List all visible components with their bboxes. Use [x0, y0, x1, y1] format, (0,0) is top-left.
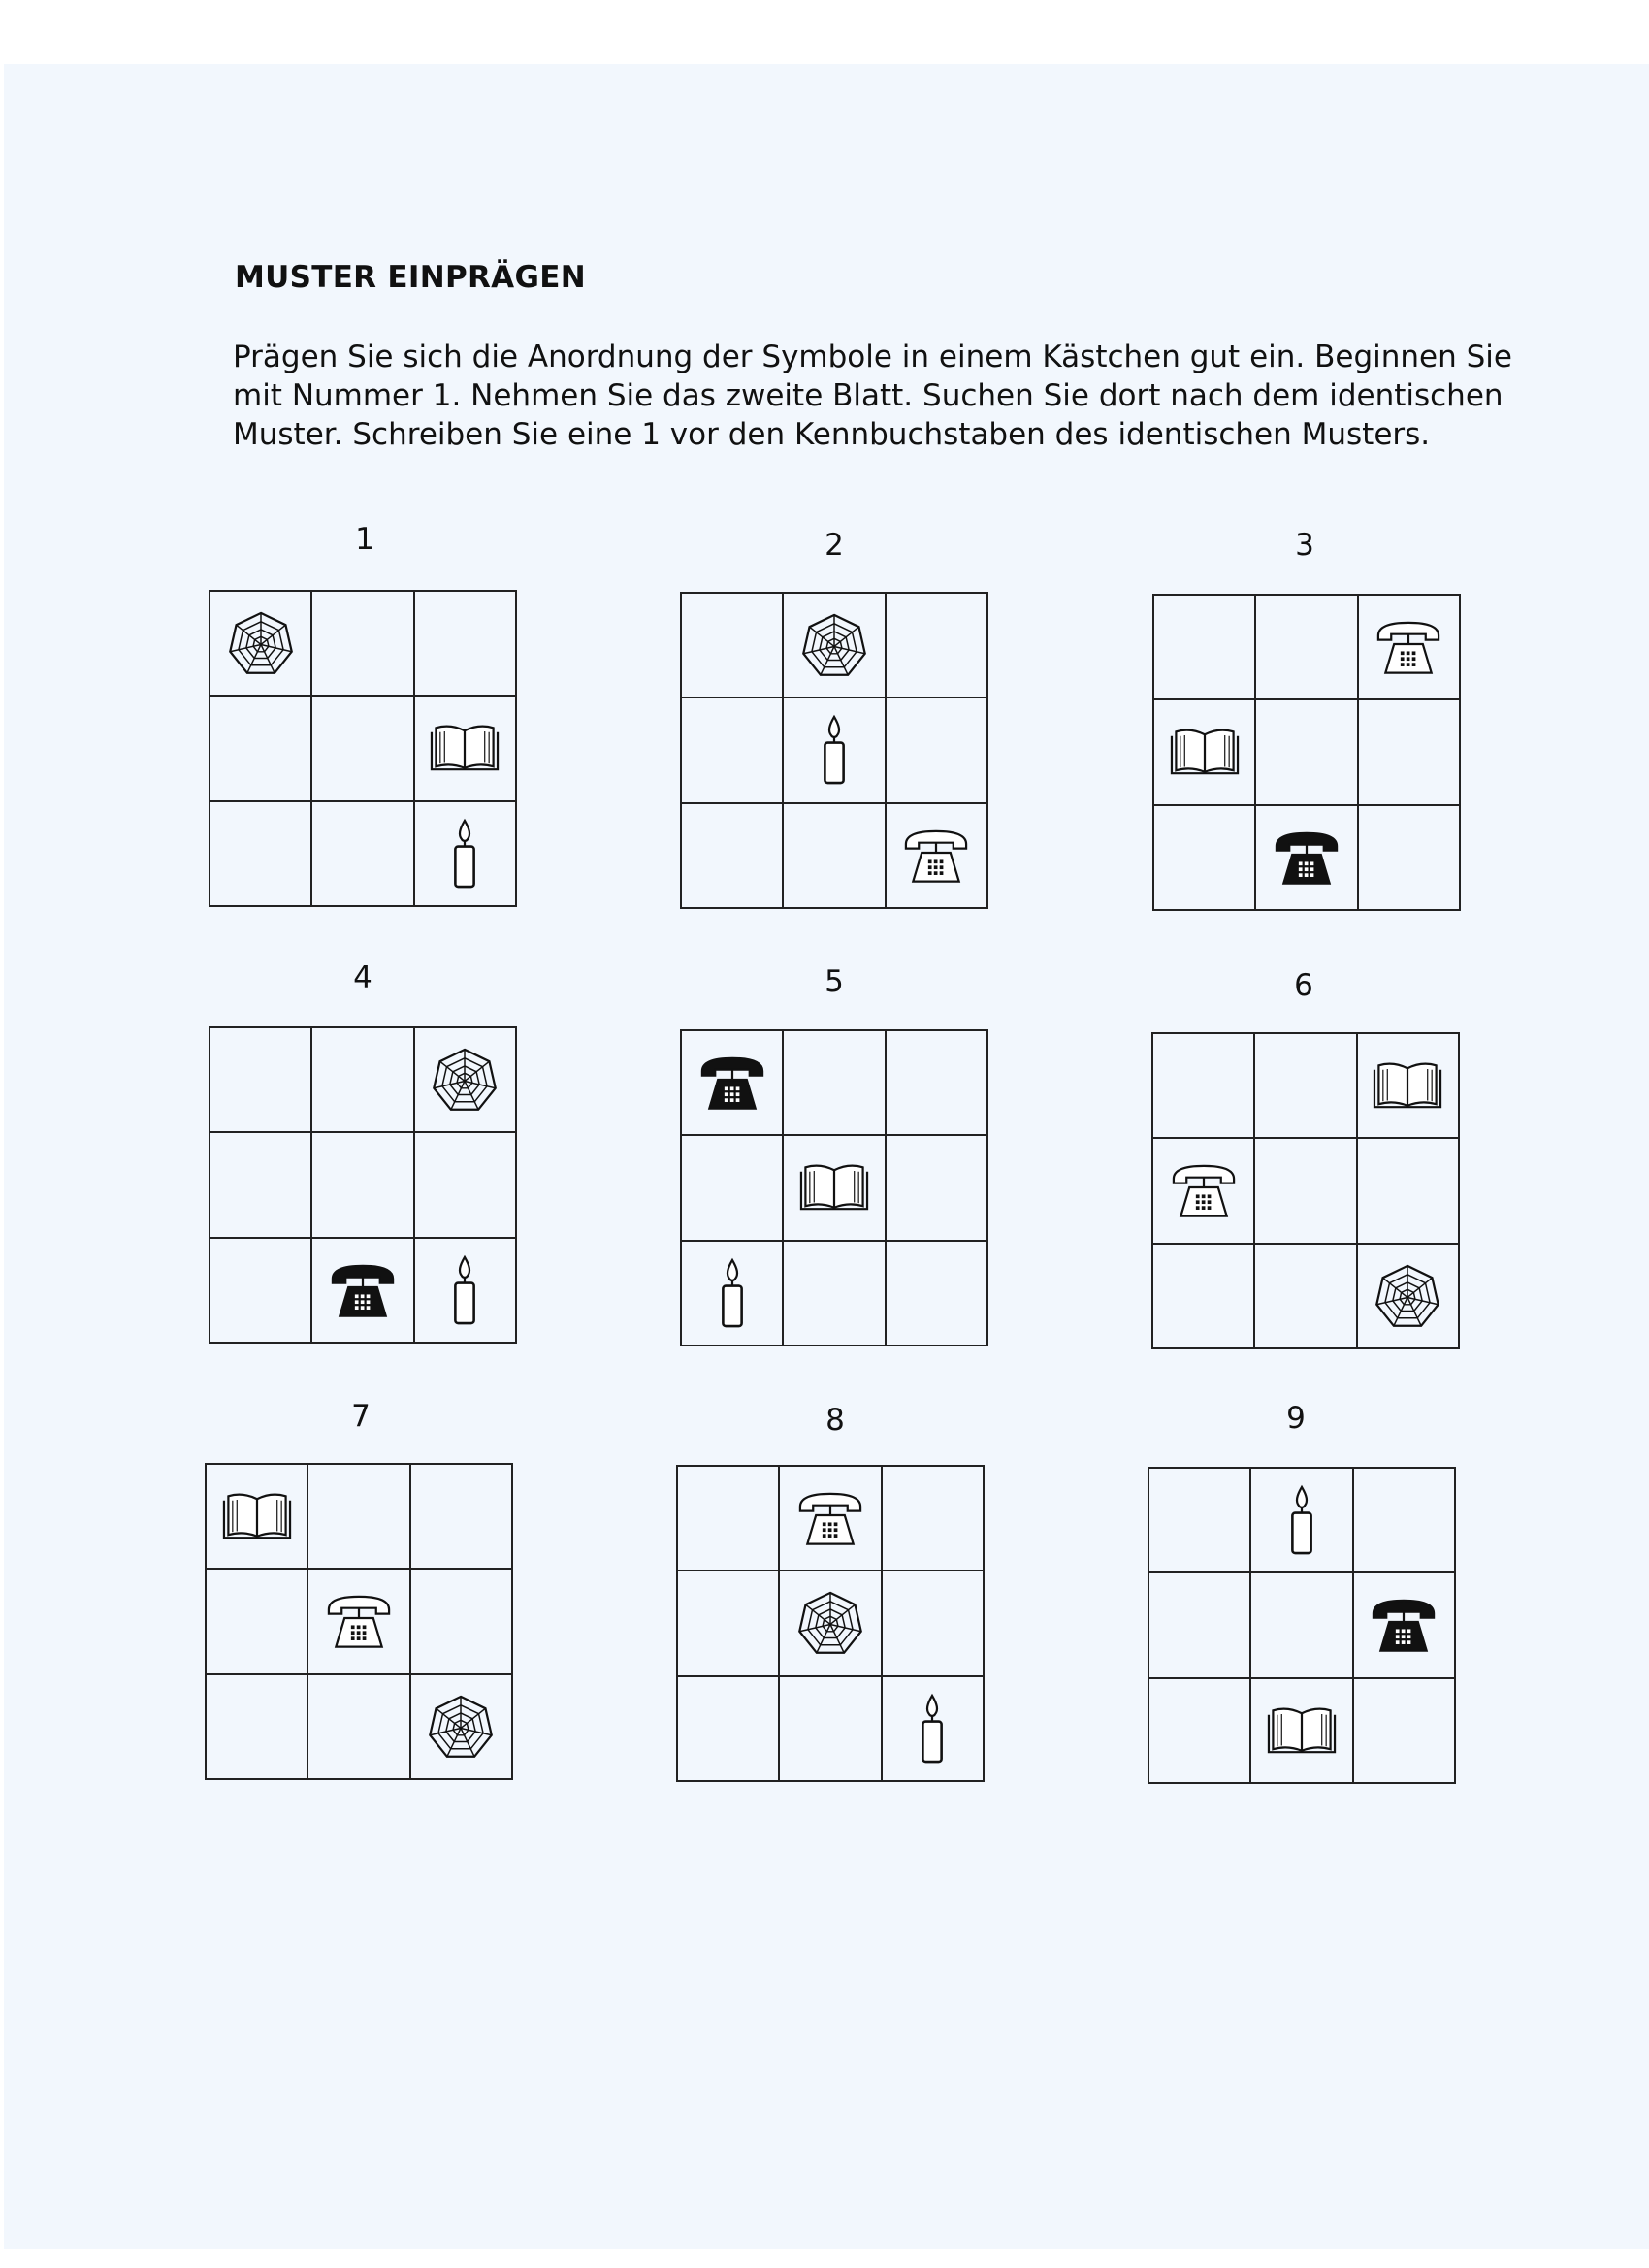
grid-cell [311, 1027, 413, 1132]
grid-cell [311, 696, 413, 800]
grid-cell [1353, 1678, 1455, 1783]
grid-cell [783, 1241, 885, 1345]
grid-cell [414, 696, 516, 800]
grid-cell [677, 1676, 779, 1781]
grid-cell [1357, 1033, 1459, 1138]
pattern-number: 2 [824, 528, 844, 563]
grid-cell [1358, 805, 1460, 910]
grid-cell [1250, 1468, 1352, 1572]
grid-cell [210, 1132, 311, 1237]
grid-cell [206, 1569, 307, 1673]
grid-cell [311, 591, 413, 696]
grid-cell [882, 1676, 984, 1781]
grid-cell [882, 1466, 984, 1571]
grid-cell [410, 1674, 512, 1779]
grid-cell [783, 1030, 885, 1135]
grid-cell [1153, 595, 1255, 699]
telephone-filled-icon [327, 1254, 399, 1326]
pattern-number: 8 [825, 1403, 845, 1438]
grid-cell [681, 1241, 783, 1345]
grid-cell [783, 803, 885, 908]
grid-cell [1152, 1244, 1254, 1348]
grid-cell [886, 593, 987, 697]
grid-cell [1358, 595, 1460, 699]
candle-icon [798, 714, 870, 786]
spider-web-icon [425, 1691, 497, 1763]
pattern-number: 3 [1295, 528, 1314, 563]
grid-cell [410, 1464, 512, 1569]
grid-cell [886, 1030, 987, 1135]
grid-cell [414, 1132, 516, 1237]
spider-web-icon [1372, 1260, 1443, 1332]
open-book-icon [429, 712, 501, 784]
grid-cell [1152, 1138, 1254, 1243]
grid-cell [1353, 1468, 1455, 1572]
pattern-number: 9 [1286, 1401, 1306, 1436]
candle-icon [896, 1693, 968, 1765]
spider-web-icon [225, 607, 297, 679]
grid-cell [681, 803, 783, 908]
open-book-icon [1372, 1050, 1443, 1121]
grid-cell [681, 593, 783, 697]
telephone-outline-icon [323, 1585, 395, 1657]
grid-cell [1148, 1678, 1250, 1783]
grid-cell [307, 1569, 409, 1673]
telephone-filled-icon [696, 1047, 768, 1118]
instructions-line: Prägen Sie sich die Anordnung der Symbole in einem Kästchen gut ein. Beginnen Sie [233, 340, 1512, 374]
grid-cell [210, 801, 311, 906]
grid-cell [779, 1571, 881, 1675]
grid-cell [882, 1571, 984, 1675]
pattern-number: 6 [1294, 968, 1313, 1003]
open-book-icon [1169, 716, 1241, 788]
pattern-grid [209, 590, 517, 907]
grid-cell [1153, 805, 1255, 910]
grid-cell [1353, 1572, 1455, 1677]
candle-icon [429, 1254, 501, 1326]
grid-cell [1358, 699, 1460, 804]
pattern-grid [676, 1465, 985, 1782]
grid-cell [1152, 1033, 1254, 1138]
grid-cell [1153, 699, 1255, 804]
grid-cell [311, 1238, 413, 1343]
grid-cell [1148, 1468, 1250, 1572]
grid-cell [886, 1135, 987, 1240]
open-book-icon [798, 1151, 870, 1223]
grid-cell [414, 801, 516, 906]
grid-cell [1357, 1244, 1459, 1348]
pattern-number: 5 [824, 964, 844, 999]
instructions-text [233, 338, 1512, 454]
instructions-line: Muster. Schreiben Sie eine 1 vor den Kennbuchstaben des identischen Musters. [233, 417, 1431, 452]
grid-cell [210, 1027, 311, 1132]
spider-web-icon [798, 609, 870, 681]
grid-cell [783, 593, 885, 697]
worksheet-title: MUSTER EINPRÄGEN [235, 260, 586, 295]
telephone-outline-icon [1168, 1154, 1240, 1226]
scan-margin-top [0, 0, 1649, 64]
grid-cell [783, 1135, 885, 1240]
scan-margin-bottom [0, 2249, 1649, 2268]
grid-cell [1357, 1138, 1459, 1243]
pattern-grid [680, 592, 988, 909]
pattern-number: 4 [353, 960, 372, 995]
grid-cell [681, 1030, 783, 1135]
pattern-grid [680, 1029, 988, 1346]
grid-cell [414, 1027, 516, 1132]
grid-cell [210, 591, 311, 696]
grid-cell [414, 1238, 516, 1343]
grid-cell [779, 1466, 881, 1571]
grid-cell [1254, 1244, 1356, 1348]
grid-cell [1255, 699, 1357, 804]
grid-cell [886, 803, 987, 908]
grid-cell [1255, 595, 1357, 699]
grid-cell [1254, 1033, 1356, 1138]
telephone-filled-icon [1271, 822, 1342, 893]
grid-cell [886, 697, 987, 802]
grid-cell [886, 1241, 987, 1345]
grid-cell [311, 1132, 413, 1237]
spider-web-icon [794, 1587, 866, 1659]
grid-cell [783, 697, 885, 802]
grid-cell [1255, 805, 1357, 910]
grid-cell [414, 591, 516, 696]
telephone-outline-icon [794, 1482, 866, 1554]
telephone-outline-icon [1373, 611, 1444, 683]
pattern-grid [1152, 594, 1461, 911]
pattern-grid [205, 1463, 513, 1780]
instructions-line: mit Nummer 1. Nehmen Sie das zweite Blatt. Suchen Sie dort nach dem identischen [233, 378, 1504, 413]
grid-cell [1250, 1572, 1352, 1677]
grid-cell [681, 697, 783, 802]
grid-cell [307, 1464, 409, 1569]
grid-cell [1250, 1678, 1352, 1783]
grid-cell [311, 801, 413, 906]
telephone-filled-icon [1368, 1589, 1439, 1661]
grid-cell [410, 1569, 512, 1673]
telephone-outline-icon [900, 820, 972, 891]
candle-icon [696, 1257, 768, 1329]
grid-cell [677, 1466, 779, 1571]
candle-icon [429, 818, 501, 890]
pattern-grid [1148, 1467, 1456, 1784]
grid-cell [206, 1464, 307, 1569]
spider-web-icon [429, 1044, 501, 1116]
grid-cell [1148, 1572, 1250, 1677]
open-book-icon [221, 1480, 293, 1552]
pattern-number: 7 [351, 1399, 371, 1434]
grid-cell [206, 1674, 307, 1779]
grid-cell [210, 1238, 311, 1343]
pattern-grid [1151, 1032, 1460, 1349]
grid-cell [307, 1674, 409, 1779]
grid-cell [779, 1676, 881, 1781]
grid-cell [210, 696, 311, 800]
candle-icon [1266, 1484, 1338, 1556]
grid-cell [1254, 1138, 1356, 1243]
grid-cell [681, 1135, 783, 1240]
pattern-number: 1 [355, 522, 374, 557]
pattern-grid [209, 1026, 517, 1344]
open-book-icon [1266, 1695, 1338, 1766]
grid-cell [677, 1571, 779, 1675]
